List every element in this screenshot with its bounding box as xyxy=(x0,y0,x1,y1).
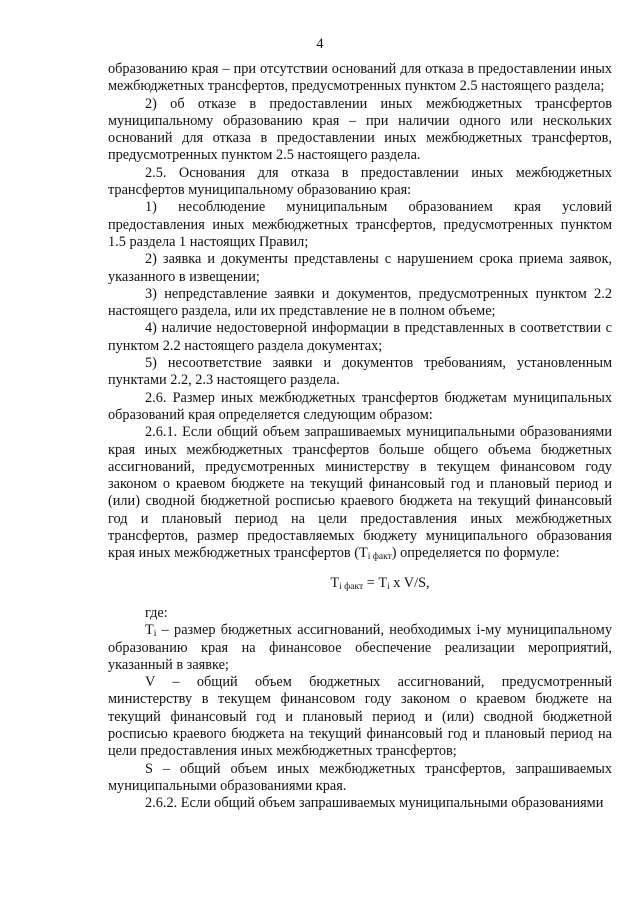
formula-middle-subscript: i xyxy=(387,581,390,592)
list-item-4: 4) наличие недостоверной информации в представленных в соответствии с пунктом 2.2 настоящего раздела документах; xyxy=(108,320,612,354)
list-item-5: 5) несоответствие заявки и документов требованиям, установленным пунктами 2.2, 2.3 настоящего раздела. xyxy=(108,355,612,389)
where-label: где: xyxy=(145,604,168,621)
formula-lhs: T xyxy=(330,574,340,591)
formula xyxy=(108,575,612,592)
paragraph-2-6-1 xyxy=(108,424,612,562)
page-number: 4 xyxy=(316,36,324,52)
list-item-2: 2) заявка и документы представлены с нарушением срока приема заявок, указанного в извещении; xyxy=(108,251,612,285)
list-item-3: 3) непредставление заявки и документов, предусмотренных пунктом 2.2 настоящего раздела, или их представление не в полном объеме; xyxy=(108,285,612,320)
ti-symbol: T xyxy=(145,622,154,639)
p261-subscript: i факт xyxy=(367,552,392,563)
p261-text: 2.6.1. Если общий объем запрашиваемых муниципальными образованиями края иных межбюджетных трансфертов больше общего объема бюджетных ассигнований, предусмотренных министерству в текущем финансовом году законом о краевом бюджете на текущий финансовый год и плановый период и (или) сводной бюджетной росписью краевого бюджета на текущий финансовый год и плановый период на цели предоставления иных межбюджетных трансфертов, размер предоставляемых бюджету муниципального образования края иных межбюджетных трансфертов (T xyxy=(108,424,612,562)
paragraph-intro: образованию края – при отсутствии оснований для отказа в предоставлении иных межбюджетных трансфертов, предусмотренных пунктом 2.5 настоящего раздела; xyxy=(108,61,612,95)
formula-middle: = T xyxy=(363,574,388,591)
paragraph-refusal: 2) об отказе в предоставлении иных межбюджетных трансфертов муниципальному образованию края – при наличии одного или нескольких оснований для отказа в предоставлении иных межбюджетных трансфертов, предусмотренных пунктом 2.5 настоящего раздела. xyxy=(108,95,612,164)
paragraph-2-5: 2.5. Основания для отказа в предоставлении иных межбюджетных трансфертов муниципальному образованию края: xyxy=(108,164,612,199)
paragraph-2-6: 2.6. Размер иных межбюджетных трансфертов бюджетам муниципальных образований края определяется следующим образом: xyxy=(108,389,612,423)
list-item-1: 1) несоблюдение муниципальным образованием края условий предоставления иных межбюджетных трансфертов, предусмотренных пунктом 1.5 раздела 1 настоящих Правил; xyxy=(108,199,612,250)
definition-ti xyxy=(108,622,612,674)
definition-v: V – общий объем бюджетных ассигнований, предусмотренный министерству в текущем финансовом году законом о краевом бюджете на текущий финансовый год и плановый период и (или) сводной бюджетной росписью краевого бюджета на текущий финансовый год и плановый период на цели предоставления иных межбюджетных трансфертов; xyxy=(108,674,612,760)
body-text xyxy=(108,61,612,812)
paragraph-2-6-2: 2.6.2. Если общий объем запрашиваемых муниципальными образованиями xyxy=(145,795,604,812)
formula-lhs-subscript: i факт xyxy=(339,581,364,592)
ti-text: – размер бюджетных ассигнований, необходимых i-му муниципальному образованию края на финансовое обеспечение реализации мероприятий, указанный в заявке; xyxy=(108,622,612,673)
formula-rhs: x V/S, xyxy=(389,574,430,591)
ti-subscript: i xyxy=(153,629,157,640)
p261-tail: ) определяется по формуле: xyxy=(391,545,560,562)
definition-s: S – общий объем иных межбюджетных трансфертов, запрашиваемых муниципальными образованиями края. xyxy=(108,760,612,794)
